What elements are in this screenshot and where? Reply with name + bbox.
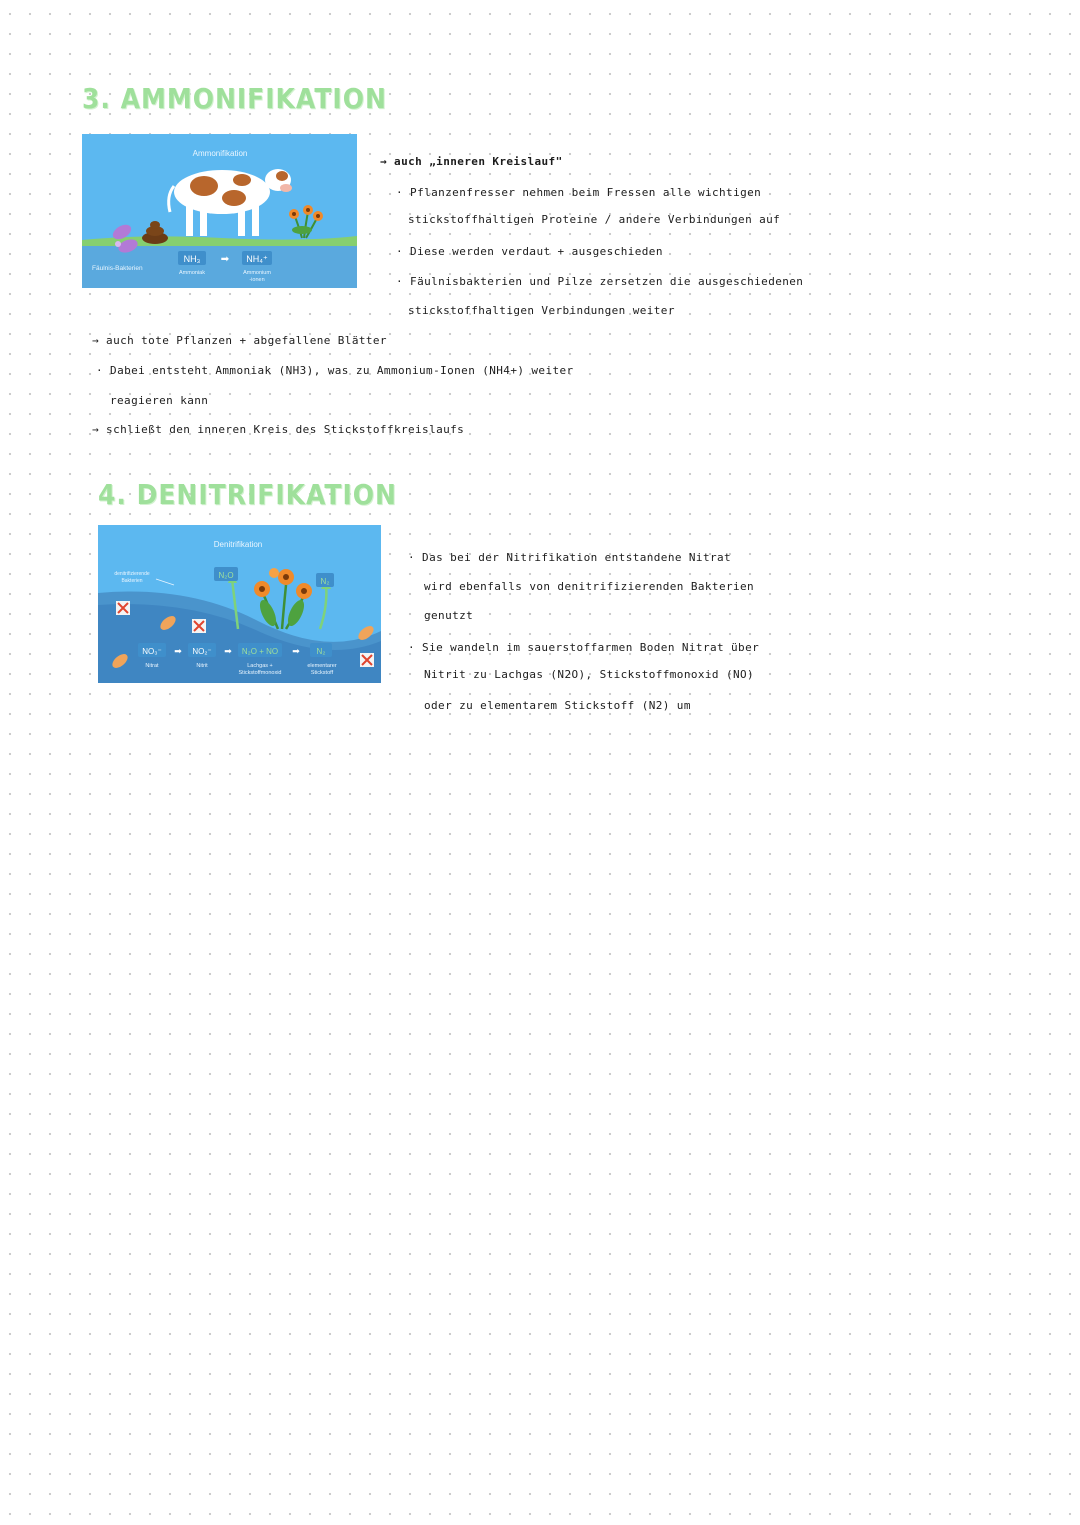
no2-label: NO₂⁻ bbox=[192, 647, 212, 656]
n2-name-1: elementarer bbox=[307, 663, 337, 669]
n2o-no-label: N₂O + NO bbox=[241, 647, 279, 656]
n2o-top-label: N₂O bbox=[218, 571, 234, 580]
denitrifikation-diagram bbox=[98, 525, 381, 683]
arrow-icon: ➡ bbox=[224, 646, 232, 656]
note-line: → schließt den inneren Kreis des Stickstoffkreislaufs bbox=[92, 423, 465, 436]
nh4-name-2: -ionen bbox=[249, 277, 265, 283]
bacteria-label: Fäulnis-Bakterien bbox=[92, 265, 143, 272]
n2o-name-2: Stickstoffmonoxid bbox=[238, 670, 282, 676]
note-line: stickstoffhaltigen Verbindungen weiter bbox=[408, 304, 675, 317]
n2-label: N₂ bbox=[316, 647, 326, 656]
bacteria-label-1: denitrifizierende bbox=[114, 571, 150, 577]
arrow-icon: ➡ bbox=[220, 254, 230, 265]
note-line: reagieren kann bbox=[110, 394, 209, 407]
note-line: · Diese werden verdaut + ausgeschieden bbox=[396, 245, 663, 258]
section-heading-denitrifikation: 4. DENITRIFIKATION bbox=[98, 478, 397, 511]
n2-top-label: N₂ bbox=[320, 577, 330, 586]
note-line: → auch „inneren Kreislauf" bbox=[380, 155, 563, 168]
n2o-name-1: Lachgas + bbox=[247, 663, 273, 669]
arrow-icon: ➡ bbox=[292, 646, 300, 656]
note-line: · Sie wandeln im sauerstoffarmen Boden Nitrat über bbox=[408, 641, 760, 654]
diagram-title: Ammonifikation bbox=[192, 149, 248, 158]
note-line: → auch tote Pflanzen + abgefallene Blätter bbox=[92, 334, 387, 347]
section-heading-ammonifikation: 3. AMMONIFIKATION bbox=[82, 82, 387, 115]
no3-label: NO₃⁻ bbox=[142, 647, 162, 656]
arrow-icon: ➡ bbox=[174, 646, 182, 656]
nh3-name: Ammoniak bbox=[179, 270, 205, 276]
no3-name: Nitrat bbox=[145, 663, 159, 669]
nh4-name-1: Ammonium bbox=[243, 270, 271, 276]
note-line: · Pflanzenfresser nehmen beim Fressen alle wichtigen bbox=[396, 186, 762, 199]
diagram-title: Denitrifikation bbox=[213, 540, 263, 549]
note-line: · Das bei der Nitrifikation entstandene Nitrat bbox=[408, 551, 732, 564]
note-line: Nitrit zu Lachgas (N2O), Stickstoffmonoxid (NO) bbox=[424, 668, 755, 681]
nh4-label: NH₄⁺ bbox=[246, 254, 268, 264]
note-line: genutzt bbox=[424, 609, 474, 622]
note-line: · Dabei entsteht Ammoniak (NH3), was zu Ammonium-Ionen (NH4+) weiter bbox=[96, 364, 574, 377]
nh3-label: NH₃ bbox=[183, 254, 201, 264]
n2-name-2: Stickstoff bbox=[310, 670, 334, 676]
note-line: stickstoffhaltigen Proteine / andere Verbindungen auf bbox=[408, 213, 781, 226]
no2-name: Nitrit bbox=[196, 663, 208, 669]
note-line: oder zu elementarem Stickstoff (N2) um bbox=[424, 699, 691, 712]
ammonifikation-diagram bbox=[82, 134, 357, 288]
note-line: wird ebenfalls von denitrifizierenden Bakterien bbox=[424, 580, 755, 593]
bacteria-label-2: Bakterien bbox=[121, 578, 143, 584]
note-line: · Fäulnisbakterien und Pilze zersetzen die ausgeschiedenen bbox=[396, 275, 804, 288]
